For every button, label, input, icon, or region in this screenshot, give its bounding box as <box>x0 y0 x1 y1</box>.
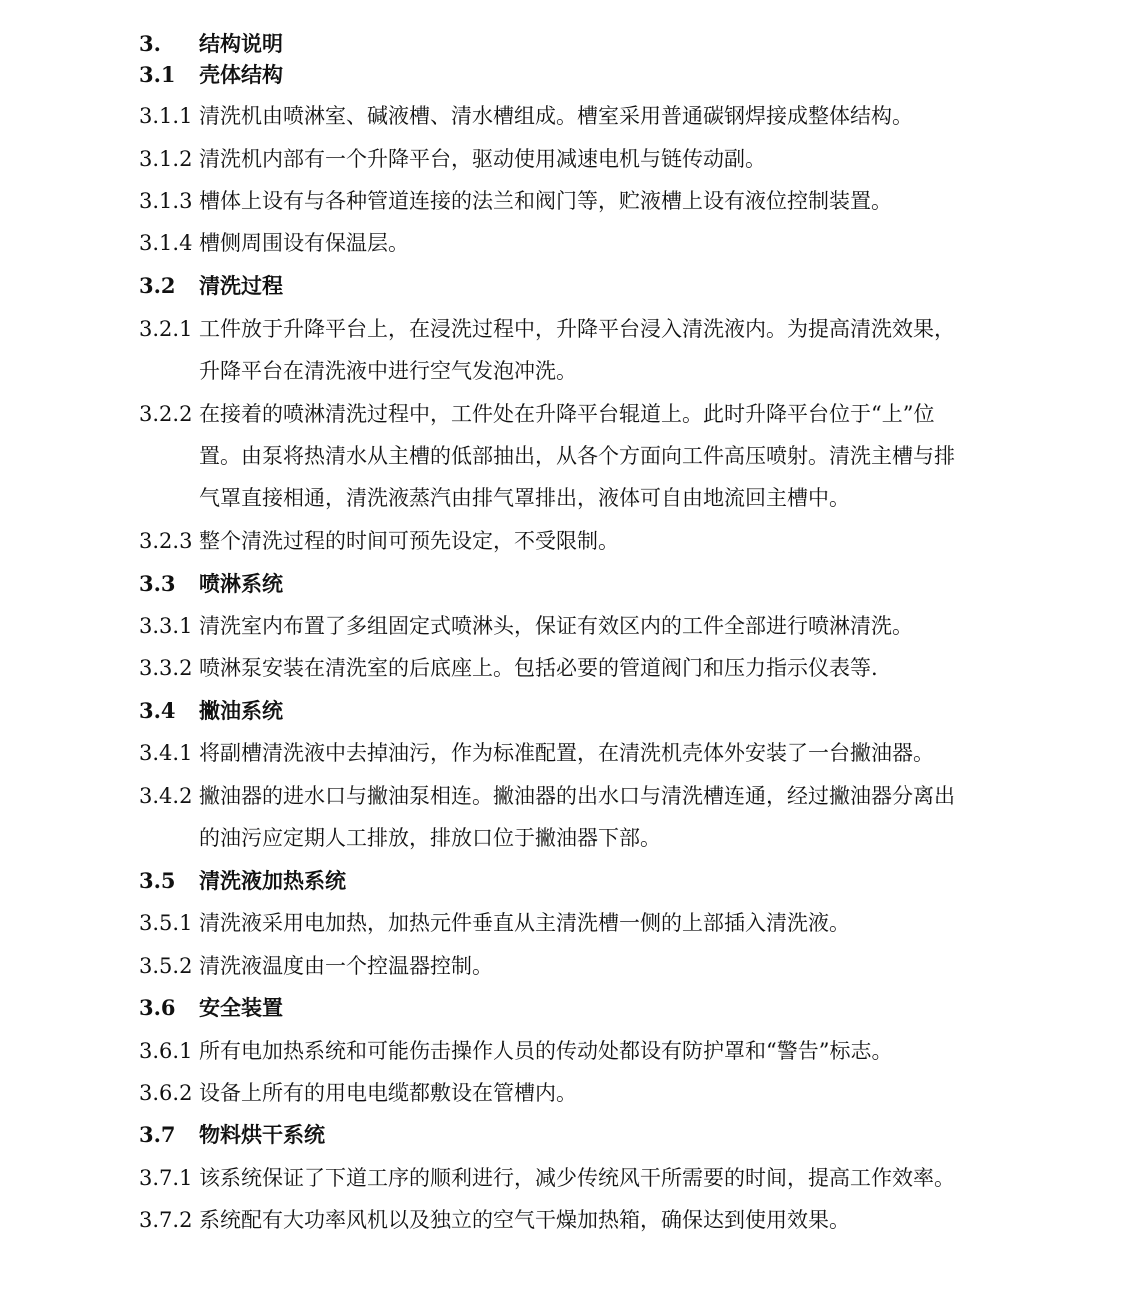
clause-text: 将副槽清洗液中去掉油污，作为标准配置，在清洗机壳体外安装了一台撇油器。 <box>199 741 934 765</box>
subsection-title: 清洗过程 <box>199 273 283 298</box>
clause-number: 3.3.2 <box>139 656 193 680</box>
subsection-heading <box>139 269 283 303</box>
subsection-title: 清洗液加热系统 <box>199 868 346 893</box>
clause-text: 清洗机内部有一个升降平台，驱动使用减速电机与链传动副。 <box>199 147 766 171</box>
clause-number: 3.7.2 <box>139 1208 193 1232</box>
subsection-number: 3.6 <box>139 995 176 1020</box>
clause <box>139 312 955 346</box>
subsection-number: 3.3 <box>139 571 176 596</box>
clause <box>139 226 409 260</box>
clause-number: 3.5.1 <box>139 911 193 935</box>
clause <box>139 906 850 940</box>
clause-number: 3.5.2 <box>139 954 193 978</box>
clause-number: 3.6.2 <box>139 1081 193 1105</box>
clause-number: 3.3.1 <box>139 614 193 638</box>
clause-number: 3.1.4 <box>139 231 193 255</box>
section-title: 结构说明 <box>199 31 283 56</box>
subsection-heading <box>139 567 283 601</box>
clause-text: 喷淋泵安装在清洗室的后底座上。包括必要的管道阀门和压力指示仪表等. <box>199 656 878 680</box>
subsection-number: 3.2 <box>139 273 176 298</box>
subsection-number: 3.4 <box>139 698 176 723</box>
clause-text: 工件放于升降平台上，在浸洗过程中，升降平台浸入清洗液内。为提高清洗效果， <box>199 317 955 341</box>
subsection-title: 安全装置 <box>199 995 283 1020</box>
clause <box>139 99 913 133</box>
clause-number: 3.4.1 <box>139 741 193 765</box>
clause-text: 所有电加热系统和可能伤击操作人员的传动处都设有防护罩和“警告”标志。 <box>199 1039 893 1063</box>
clause-text: 该系统保证了下道工序的顺利进行，减少传统风干所需要的时间，提高工作效率。 <box>199 1166 955 1190</box>
clause-number: 3.4.2 <box>139 784 193 808</box>
clause <box>139 1076 577 1110</box>
clause-number: 3.2.3 <box>139 529 193 553</box>
clause <box>139 184 892 218</box>
clause-text: 系统配有大功率风机以及独立的空气干燥加热箱，确保达到使用效果。 <box>199 1208 850 1232</box>
clause-text-continued: 气罩直接相通，清洗液蒸汽由排气罩排出，液体可自由地流回主槽中。 <box>199 486 850 510</box>
subsection-heading <box>139 1118 325 1152</box>
clause-text-continued: 的油污应定期人工排放，排放口位于撇油器下部。 <box>199 826 661 850</box>
clause-number: 3.2.2 <box>139 402 193 426</box>
clause-text: 整个清洗过程的时间可预先设定，不受限制。 <box>199 529 619 553</box>
clause-text-continued: 升降平台在清洗液中进行空气发泡冲洗。 <box>199 359 577 383</box>
subsection-number: 3.7 <box>139 1122 176 1147</box>
subsection-title: 壳体结构 <box>199 62 283 87</box>
clause-number: 3.7.1 <box>139 1166 193 1190</box>
clause-number: 3.2.1 <box>139 317 193 341</box>
section-heading <box>139 27 283 61</box>
clause <box>139 949 493 983</box>
clause-text: 槽侧周围设有保温层。 <box>199 231 409 255</box>
clause-number: 3.1.3 <box>139 189 193 213</box>
clause <box>139 524 619 558</box>
clause-text: 在接着的喷淋清洗过程中，工件处在升降平台辊道上。此时升降平台位于“上”位 <box>199 402 935 426</box>
section-number: 3. <box>139 31 161 56</box>
clause <box>139 1161 955 1195</box>
subsection-heading <box>139 694 283 728</box>
clause-number: 3.1.2 <box>139 147 193 171</box>
subsection-title: 撇油系统 <box>199 698 283 723</box>
clause-text: 清洗机由喷淋室、碱液槽、清水槽组成。槽室采用普通碳钢焊接成整体结构。 <box>199 104 913 128</box>
clause-number: 3.1.1 <box>139 104 193 128</box>
clause-text: 撇油器的进水口与撇油泵相连。撇油器的出水口与清洗槽连通，经过撇油器分离出 <box>199 784 955 808</box>
clause-number: 3.6.1 <box>139 1039 193 1063</box>
clause <box>139 1034 892 1068</box>
subsection-heading <box>139 58 283 92</box>
clause-text: 设备上所有的用电电缆都敷设在管槽内。 <box>199 1081 577 1105</box>
subsection-heading <box>139 991 283 1025</box>
clause <box>139 1203 850 1237</box>
clause-text: 清洗室内布置了多组固定式喷淋头，保证有效区内的工件全部进行喷淋清洗。 <box>199 614 913 638</box>
subsection-number: 3.5 <box>139 868 176 893</box>
clause-text-continued: 置。由泵将热清水从主槽的低部抽出，从各个方面向工件高压喷射。清洗主槽与排 <box>199 444 955 468</box>
clause <box>139 736 934 770</box>
clause-text: 清洗液温度由一个控温器控制。 <box>199 954 493 978</box>
subsection-heading <box>139 864 346 898</box>
clause <box>139 609 913 643</box>
clause-text: 槽体上设有与各种管道连接的法兰和阀门等，贮液槽上设有液位控制装置。 <box>199 189 892 213</box>
subsection-title: 物料烘干系统 <box>199 1122 325 1147</box>
clause <box>139 142 766 176</box>
clause <box>139 779 955 813</box>
subsection-number: 3.1 <box>139 62 176 87</box>
clause <box>139 397 934 431</box>
clause-text: 清洗液采用电加热，加热元件垂直从主清洗槽一侧的上部插入清洗液。 <box>199 911 850 935</box>
clause <box>139 651 878 685</box>
subsection-title: 喷淋系统 <box>199 571 283 596</box>
